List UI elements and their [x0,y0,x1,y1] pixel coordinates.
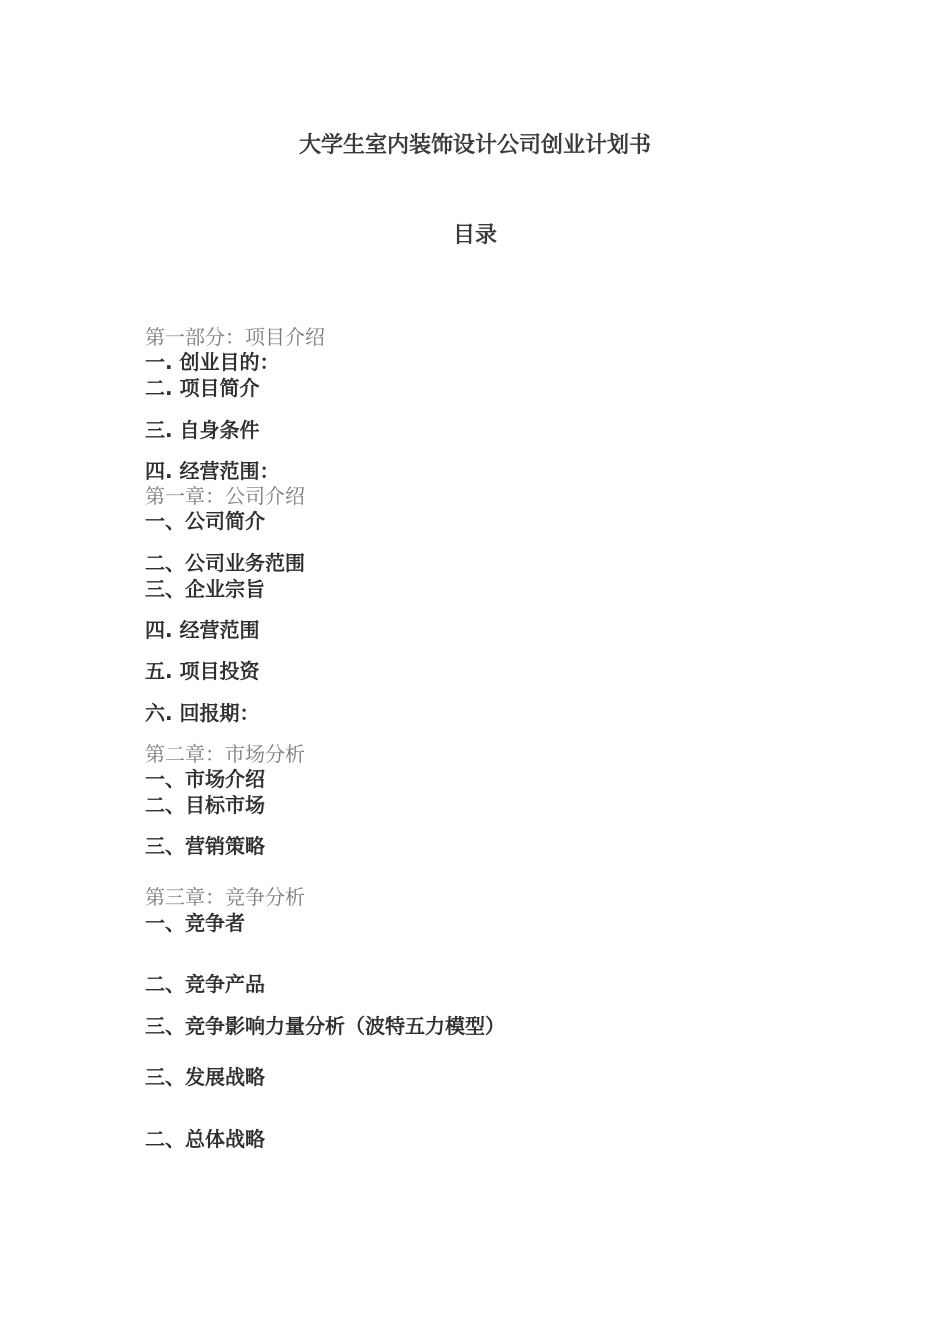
toc-entry: 六. 回报期： [145,701,260,725]
toc-chapter-heading: 第三章：竞争分析 [145,885,305,909]
toc-chapter-heading: 第一章：公司介绍 [145,484,305,508]
toc-entry: 一、公司简介 [145,509,265,533]
toc-entry: 一. 创业目的： [145,350,280,374]
toc-entry: 二、目标市场 [145,793,265,817]
toc-entry: 四. 经营范围： [145,459,280,483]
toc-entry: 三. 自身条件 [145,418,260,442]
toc-entry: 三、竞争影响力量分析（波特五力模型） [145,1014,505,1038]
toc-entry: 五. 项目投资 [145,659,260,683]
toc-entry: 二、总体战略 [145,1127,265,1151]
toc-entry: 三、营销策略 [145,834,265,858]
toc-entry: 二、竞争产品 [145,972,265,996]
toc-entry: 四. 经营范围 [145,618,260,642]
toc-entry: 三、发展战略 [145,1065,265,1089]
toc-part-heading: 第一部分：项目介绍 [145,325,325,349]
document-title: 大学生室内装饰设计公司创业计划书 [298,133,651,158]
toc-chapter-heading: 第二章：市场分析 [145,742,305,766]
toc-entry: 一、市场介绍 [145,767,265,791]
toc-entry: 一、竞争者 [145,911,245,935]
toc-entry: 三、企业宗旨 [145,577,265,601]
toc-entry: 二、公司业务范围 [145,551,305,575]
toc-heading: 目录 [452,223,497,248]
toc-entry: 二. 项目简介 [145,376,260,400]
